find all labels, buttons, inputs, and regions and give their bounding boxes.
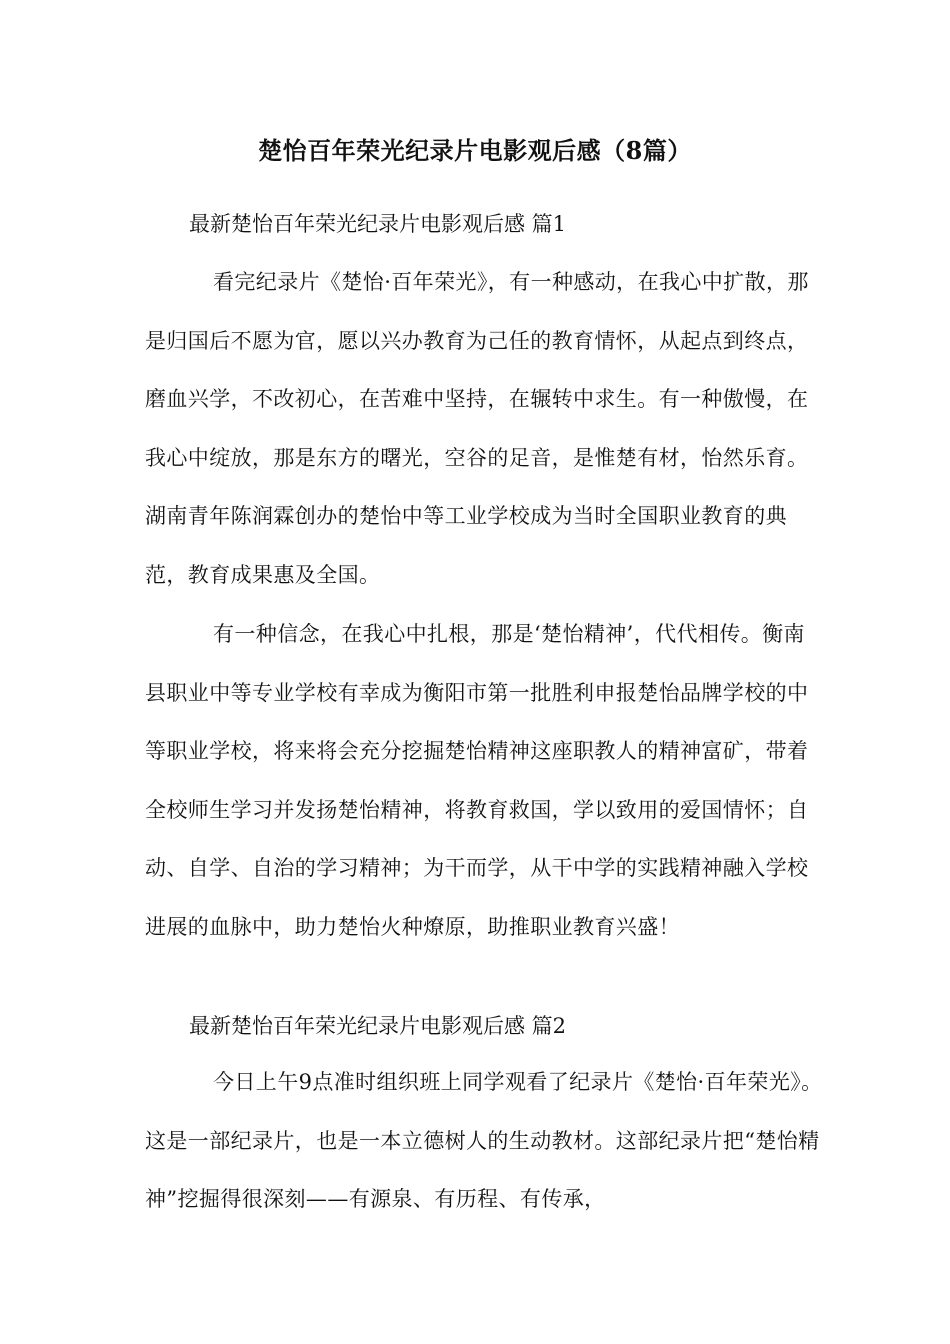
- section-heading-1: 最新楚怡百年荣光纪录片电影观后感 篇1: [189, 212, 567, 236]
- document-title: 楚怡百年荣光纪录片电影观后感（8篇）: [258, 136, 692, 165]
- section-heading-2: 最新楚怡百年荣光纪录片电影观后感 篇2: [189, 1014, 567, 1038]
- section-1-paragraph-1: 看完纪录片《楚怡·百年荣光》，有一种感动，在我心中扩散，那是归国后不愿为官，愿以兴办教育为己任的教育情怀，从起点到终点，磨血兴学，不改初心，在苦难中坚持，在辗转中求生。有一种傲慢，在我心中绽放，那是东方的曙光，空谷的足音，是惟楚有材，怡然乐育。湖南青年陈润霖创办的楚怡中等工业学校成为当时全国职业教育的典范，教育成果惠及全国。: [145, 270, 809, 587]
- section-1-paragraph-2: 有一种信念，在我心中扎根，那是‘楚怡精神’，代代相传。衡南县职业中等专业学校有幸成为衡阳市第一批胜利申报楚怡品牌学校的中等职业学校，将来将会充分挖掘楚怡精神这座职教人的精神富矿，带着全校师生学习并发扬楚怡精神，将教育救国，学以致用的爱国情怀；自动、自学、自治的学习精神；为干而学，从干中学的实践精神融入学校进展的血脉中，助力楚怡火种燎原，助推职业教育兴盛！: [145, 622, 809, 939]
- section-2-paragraph-1: 今日上午9点准时组织班上同学观看了纪录片《楚怡·百年荣光》。这是一部纪录片，也是一本立德树人的生动教材。这部纪录片把“楚怡精神”挖掘得很深刻——有源泉、有历程、有传承，: [145, 1070, 823, 1211]
